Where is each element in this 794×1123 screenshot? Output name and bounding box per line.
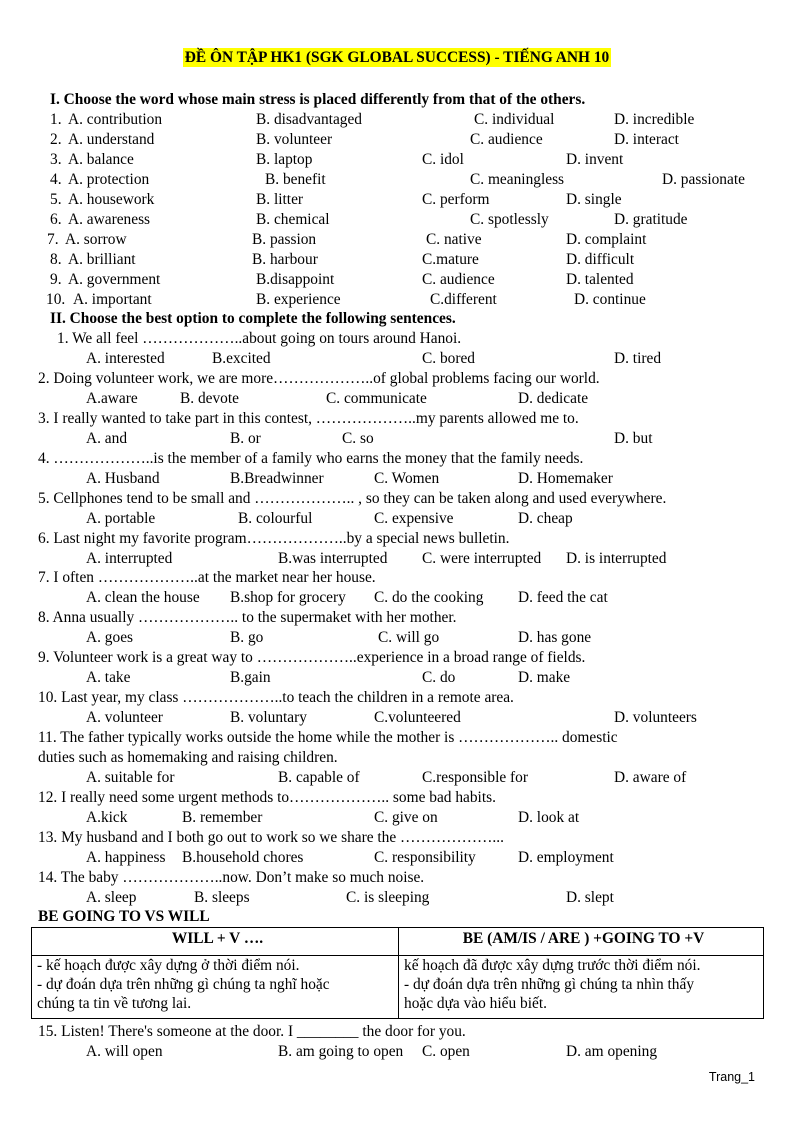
s1-num: 9. [50, 271, 62, 288]
option-a: A. interrupted [86, 549, 173, 567]
option-c: C.responsible for [422, 769, 529, 786]
question-15: 15. Listen! There's someone at the door. I ________ the door for you. [38, 1023, 466, 1040]
s1-option-b: B. passion [252, 231, 317, 248]
s1-option-a: A. contribution [68, 111, 163, 128]
question-stem: 12. I really need some urgent methods to……………….. some bad habits. [38, 788, 496, 806]
q15-option-c: C. open [422, 1043, 470, 1060]
s1-option-c: C.different [430, 291, 497, 308]
option-b: B. go [230, 629, 264, 647]
option-a: A. happiness [86, 848, 166, 866]
question-stem: 4. ………………..is the member of a family who earns the money that the family needs. [38, 449, 584, 467]
s1-num: 3. [50, 151, 62, 168]
option-c: C. responsibility [374, 848, 476, 866]
will-cell [32, 956, 399, 1019]
option-a: A. and [86, 429, 128, 447]
s1-num: 2. [50, 131, 62, 148]
option-b: B. voluntary [230, 709, 307, 727]
option-c: C. were interrupted [422, 549, 542, 567]
question-stem: 1. We all feel ………………..about going on tours around Hanoi. [57, 330, 462, 347]
s1-num: 6. [50, 211, 62, 228]
option-a: A.kick [86, 808, 128, 826]
option-a: A. goes [86, 629, 134, 647]
s1-option-d: D. incredible [614, 111, 695, 128]
s1-option-d: D. difficult [566, 251, 635, 268]
question-stem: 10. Last year, my class ………………..to teach the children in a remote area. [38, 689, 514, 707]
s1-num: 4. [50, 171, 62, 188]
question-stem: 14. The baby ………………..now. Don’t make so much noise. [38, 868, 425, 886]
option-b: B.was interrupted [278, 549, 388, 567]
option-d: D. has gone [518, 629, 592, 647]
option-b: B. colourful [238, 509, 313, 527]
s1-option-b: B. benefit [265, 171, 326, 188]
s1-option-b: B. harbour [252, 251, 318, 268]
s1-option-d: D. passionate [662, 171, 745, 188]
question-stem: 7. I often ………………..at the market near her house. [38, 569, 376, 587]
s1-option-b: B. laptop [256, 151, 313, 168]
s1-option-a: A. awareness [68, 211, 151, 228]
option-a: A. volunteer [86, 709, 163, 727]
option-a: A. sleep [86, 888, 137, 906]
s1-option-a: A. housework [68, 191, 155, 208]
option-d: D. cheap [518, 509, 573, 527]
option-c: C. will go [378, 629, 440, 647]
grammar-heading: BE GOING TO VS WILL [38, 908, 210, 925]
s1-option-d: D. gratitude [614, 211, 688, 228]
option-b: B. sleeps [194, 888, 250, 906]
option-d: D. but [614, 429, 653, 447]
page-number: Trang_1 [708, 1070, 755, 1084]
option-b: B.excited [212, 350, 271, 367]
s1-option-b: B. disadvantaged [256, 111, 362, 128]
option-c: C. bored [422, 350, 476, 367]
s1-option-b: B. volunteer [256, 131, 333, 148]
section2-heading: II. Choose the best option to complete the following sentences. [50, 310, 456, 327]
s1-option-a: A. understand [68, 131, 155, 148]
s1-option-a: A. protection [68, 171, 150, 188]
section1-heading: I. Choose the word whose main stress is placed differently from that of the others. [50, 91, 586, 108]
option-b: B.shop for grocery [230, 589, 346, 607]
q15-option-a: A. will open [86, 1043, 163, 1060]
option-a: A. portable [86, 509, 156, 527]
option-c: C. Women [374, 469, 440, 487]
s1-option-c: C. meaningless [470, 171, 565, 188]
option-c: C. so [342, 429, 374, 447]
option-d: D. feed the cat [518, 589, 608, 607]
option-a: A. suitable for [86, 769, 175, 786]
going-to-cell [399, 956, 764, 1019]
s1-option-c: C. audience [470, 131, 543, 148]
option-d: D. employment [518, 848, 614, 866]
option-a: A. Husband [86, 469, 160, 487]
option-c: C.volunteered [374, 709, 461, 727]
s1-option-c: C. idol [422, 151, 464, 168]
question-stem: 3. I really wanted to take part in this contest, ………………..my parents allowed me to. [38, 409, 579, 427]
q15-option-b: B. am going to open [278, 1043, 404, 1060]
option-c: C. do the cooking [374, 589, 484, 607]
going-to-line: hoặc dựa vào hiểu biết. [404, 995, 547, 1012]
option-a: A. interested [86, 350, 165, 367]
s1-option-d: D. talented [566, 271, 634, 288]
option-d: D. dedicate [518, 389, 589, 407]
option-a: A.aware [86, 389, 138, 407]
s1-num: 1. [50, 111, 62, 128]
option-c: C. do [422, 669, 456, 687]
question-stem: 8. Anna usually ……………….. to the supermaket with her mother. [38, 609, 457, 627]
s1-num: 10. [46, 291, 66, 308]
question-stem: 13. My husband and I both go out to work so we share the ………………... [38, 828, 504, 846]
s1-option-c: C. perform [422, 191, 490, 208]
s1-num: 8. [50, 251, 62, 268]
option-b: B. remember [182, 808, 263, 826]
option-d: D. make [518, 669, 571, 687]
s1-option-d: D. invent [566, 151, 624, 168]
s1-option-c: C. individual [474, 111, 555, 128]
option-d: D. aware of [614, 769, 687, 786]
question-stem: 11. The father typically works outside the home while the mother is ……………….. domestic [38, 729, 618, 746]
will-line: - dự đoán dựa trên những gì chúng ta nghĩ hoặc [37, 976, 330, 993]
going-to-header: BE (AM/IS / ARE ) +GOING TO +V [399, 928, 764, 956]
option-d: D. slept [566, 888, 614, 906]
question-stem: 6. Last night my favorite program………………..by a special news bulletin. [38, 529, 510, 547]
option-b: B.household chores [182, 848, 304, 866]
s1-option-a: A. government [68, 271, 161, 288]
option-d: D. look at [518, 808, 580, 826]
grammar-table [31, 927, 764, 1019]
option-d: D. tired [614, 350, 662, 367]
option-a: A. take [86, 669, 131, 687]
s1-option-a: A. balance [68, 151, 134, 168]
s1-option-c: C.mature [422, 251, 479, 268]
s1-option-b: B. litter [256, 191, 304, 208]
s1-option-a: A. important [73, 291, 152, 308]
page-title: ĐỀ ÔN TẬP HK1 (SGK GLOBAL SUCCESS) - TIẾNG ANH 10 [184, 49, 610, 66]
s1-option-d: D. complaint [566, 231, 647, 248]
option-a: A. clean the house [86, 589, 200, 607]
question-stem: 9. Volunteer work is a great way to ………………..experience in a broad range of fields. [38, 649, 586, 667]
option-d: D. volunteers [614, 709, 697, 727]
s1-option-c: C. spotlessly [470, 211, 549, 228]
s1-option-b: B. experience [256, 291, 341, 308]
option-b: B.gain [230, 669, 271, 687]
question-stem-cont: duties such as homemaking and raising children. [38, 749, 338, 766]
s1-option-d: D. interact [614, 131, 679, 148]
s1-option-c: C. native [426, 231, 482, 248]
s1-option-d: D. continue [574, 291, 646, 308]
q15-option-d: D. am opening [566, 1043, 658, 1060]
option-b: B. capable of [278, 769, 360, 786]
question-stem: 2. Doing volunteer work, we are more………………..of global problems facing our world. [38, 369, 600, 387]
will-line: - kế hoạch được xây dựng ở thời điểm nói. [37, 957, 300, 974]
option-b: B. or [230, 429, 261, 447]
s1-option-d: D. single [566, 191, 622, 208]
going-to-line: - dự đoán dựa trên những gì chúng ta nhìn thấy [404, 976, 695, 993]
will-header: WILL + V …. [32, 928, 399, 956]
option-c: C. give on [374, 808, 438, 826]
s1-option-b: B. chemical [256, 211, 330, 228]
option-b: B.Breadwinner [230, 469, 324, 487]
s1-option-c: C. audience [422, 271, 495, 288]
option-d: D. is interrupted [566, 549, 667, 567]
question-stem: 5. Cellphones tend to be small and ……………….. , so they can be taken along and used everywhere. [38, 489, 667, 507]
s1-option-b: B.disappoint [256, 271, 335, 288]
s1-option-a: A. sorrow [65, 231, 127, 248]
option-c: C. is sleeping [346, 888, 430, 906]
option-c: C. expensive [374, 509, 454, 527]
option-d: D. Homemaker [518, 469, 613, 487]
page-title-wrap [0, 49, 794, 67]
s1-option-a: A. brilliant [68, 251, 136, 268]
s1-num: 5. [50, 191, 62, 208]
going-to-line: kế hoạch đã được xây dựng trước thời điểm nói. [404, 957, 701, 974]
will-line: chúng ta tin về tương lai. [37, 995, 192, 1012]
s1-num: 7. [47, 231, 59, 248]
option-b: B. devote [180, 389, 239, 407]
option-c: C. communicate [326, 389, 427, 407]
